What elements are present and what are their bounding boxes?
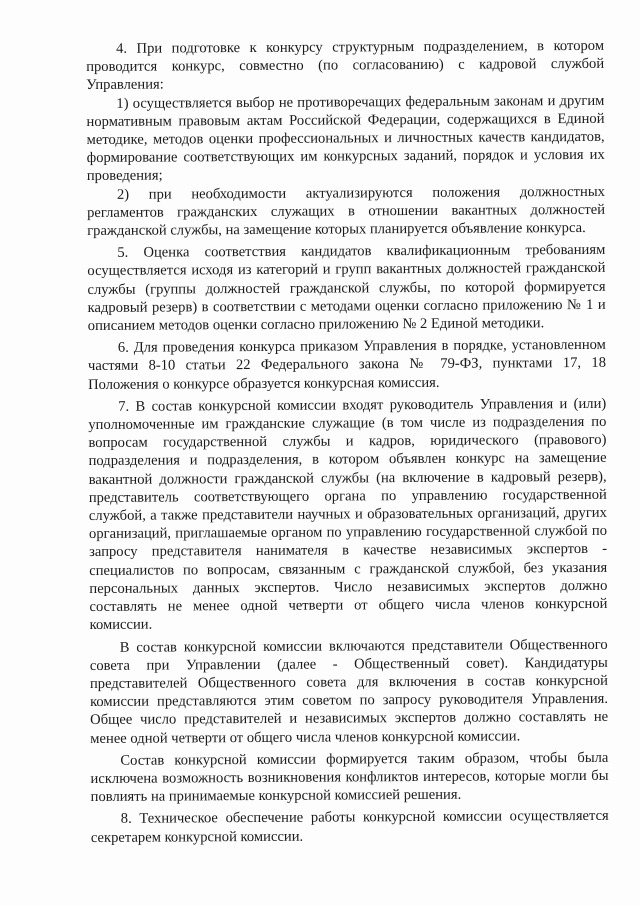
paragraph-4-item-2: 2) при необходимости актуализируются положения должностных регламентов гражданских служащих в отношении вакантных должностей гражданской службы, на замещение которых планируется объявление конкурса. <box>87 183 606 240</box>
paragraph-8: 8. Техническое обеспечение работы конкурсной комиссии осуществляется секретарем конкурсной комиссии. <box>90 808 609 846</box>
paragraph-7: 7. В состав конкурсной комиссии входят руководитель Управления и (или) уполномоченные им гражданские служащие (в том числе из подразделения по вопросам государственной службы и кадров, юридического (правового) подразделения и подразделения, в котором объявлен конкурс на замещение вакантной должности гражданской службы (на включение в кадровый резерв), представитель соответствующего органа по управлению государственной службой, а также представители научных и образовательных организаций, других организаций, приглашаемые органом по управлению государственной службой по запросу представителя нанимателя в качестве независимых экспертов - специалистов по вопросам, связанным с гражданской службой, без указания персональных данных экспертов. Число независимых экспертов должно составлять не менее одной четверти от общего числа членов конкурсной комиссии. <box>88 395 608 634</box>
paragraph-7-conflict-of-interest: Состав конкурсной комиссии формируется таким образом, чтобы была исключена возможность возникновения конфликтов интересов, которые могли бы повлиять на принимаемые конкурсной комиссией решения. <box>90 749 609 806</box>
paragraph-5: 5. Оценка соответствия кандидатов квалификационным требованиям осуществляется исходя из категорий и групп вакантных должностей гражданской службы (группы должностей гражданской службы, по которой формируется кадровый резерв) в соответствии с методами оценки согласно приложению № 1 и описанием методов оценки согласно приложению № 2 Единой методики. <box>87 242 606 335</box>
paragraph-7-public-council: В состав конкурсной комиссии включаются представители Общественного совета при Управлении (далее - Общественный совет). Кандидатуры представителей Общественного совета для включения в состав конкурсной комиссии представляются этим советом по запросу руководителя Управления. Общее число представителей и независимых экспертов должно составлять не менее одной четверти от общего числа членов конкурсной комиссии. <box>89 636 609 747</box>
paragraph-4-intro: 4. При подготовке к конкурсу структурным подразделением, в котором проводится конкурс, совместно (по согласованию) с кадровой службой Управления: <box>86 37 605 94</box>
paragraph-4-item-1: 1) осуществляется выбор не противоречащих федеральным законам и другим нормативным правовым актам Российской Федерации, содержащихся в Единой методике, методов оценки профессиональных и личностных качеств кандидатов, формирование соответствующих им конкурсных заданий, порядок и условия их проведения; <box>86 92 605 185</box>
paragraph-6: 6. Для проведения конкурса приказом Управления в порядке, установленном частями 8-10 статьи 22 Федерального закона № 79-ФЗ, пунктами 17, 18 Положения о конкурсе образуется конкурсная комиссия. <box>87 337 607 393</box>
document-body <box>86 37 609 847</box>
